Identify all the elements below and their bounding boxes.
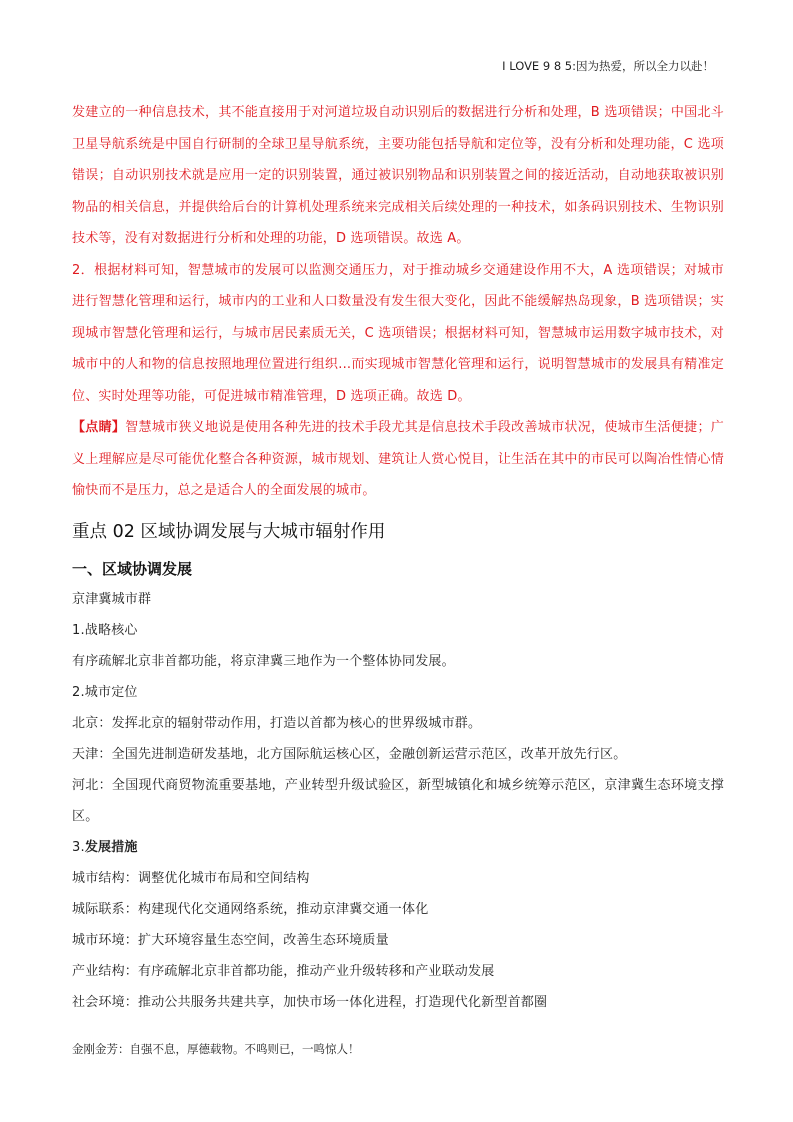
tip-paragraph	[72, 412, 724, 507]
heading-strategic-core: 1.战略核心	[72, 622, 138, 638]
page-header: I LOVE 9 8 5:因为热爱，所以全力以赴！	[502, 59, 714, 73]
heading-city-positioning: 2.城市定位	[72, 684, 138, 700]
heading-measures	[72, 832, 724, 863]
section-title: 重点 02 区域协调发展与大城市辐射作用	[72, 521, 386, 542]
measure-social-environment: 社会环境：推动公共服务共建共享，加快市场一体化进程，打造现代化新型首都圈	[72, 994, 548, 1010]
section-subtitle: 一、区域协调发展	[72, 559, 193, 578]
page-footer: 金刚金芳：自强不息，厚德载物。不鸣则已，一鸣惊人！	[72, 1042, 360, 1056]
region-name: 京津冀城市群	[72, 591, 152, 607]
tianjin-positioning: 天津：全国先进制造研发基地，北方国际航运核心区，金融创新运营示范区，改革开放先行区。	[72, 746, 627, 762]
measure-city-structure: 城市结构：调整优化城市布局和空间结构	[72, 870, 310, 886]
measure-intercity-links: 城际联系：构建现代化交通网络系统，推动京津冀交通一体化	[72, 901, 429, 917]
tip-label: 【点睛】	[72, 420, 126, 435]
beijing-positioning: 北京：发挥北京的辐射带动作用，打造以首都为核心的世界级城市群。	[72, 715, 482, 731]
measure-city-environment: 城市环境：扩大环境容量生态空间，改善生态环境质量	[72, 932, 389, 948]
hebei-positioning: 河北：全国现代商贸物流重要基地，产业转型升级试验区，新型城镇化和城乡统筹示范区，京津冀生态环境支撑区。	[72, 777, 724, 824]
answer-para-2: 2．根据材料可知，智慧城市的发展可以监测交通压力，对于推动城乡交通建设作用不大，A 选项错误；对城市进行智慧化管理和运行，城市内的工业和人口数量没有发生很大变化，因此不能缓解热岛现象，B 选项错误；实现城市智慧化管理和运行，与城市居民素质无关，C 选项错误；根据材料可知，智慧城市运用数字城市技术，对城市中的人和物的信息按照地理位置进行组织...而实现城市智慧化管理和运行，说明智慧城市的发展具有精准定位、实时处理等功能，可促进城市精准管理，D 选项正确。故选 D。	[72, 262, 724, 404]
measure-industry-structure: 产业结构：有序疏解北京非首都功能，推动产业升级转移和产业联动发展	[72, 963, 495, 979]
measures-number: 3.	[72, 839, 85, 855]
page-content	[72, 97, 724, 1018]
strategic-core-text: 有序疏解北京非首都功能，将京津冀三地作为一个整体协同发展。	[72, 653, 455, 669]
tip-text: 智慧城市狭义地说是使用各种先进的技术手段尤其是信息技术手段改善城市状况，使城市生活便捷；广义上理解应是尽可能优化整合各种资源，城市规划、建筑让人赏心悦目，让生活在其中的市民可以陶冶性情心情愉快而不是压力，总之是适合人的全面发展的城市。	[72, 420, 724, 498]
answer-explanation	[72, 97, 724, 507]
measures-label: 发展措施	[84, 839, 138, 855]
answer-para-1: 发建立的一种信息技术，其不能直接用于对河道垃圾自动识别后的数据进行分析和处理，B 选项错误；中国北斗卫星导航系统是中国自行研制的全球卫星导航系统，主要功能包括导航和定位等，没有分析和处理功能，C 选项错误；自动识别技术就是应用一定的识别装置，通过被识别物品和识别装置之间的接近活动，自动地获取被识别物品的相关信息，并提供给后台的计算机处理系统来完成相关后续处理的一种技术，如条码识别技术、生物识别技术等，没有对数据进行分析和处理的功能，D 选项错误。故选 A。	[72, 105, 724, 246]
